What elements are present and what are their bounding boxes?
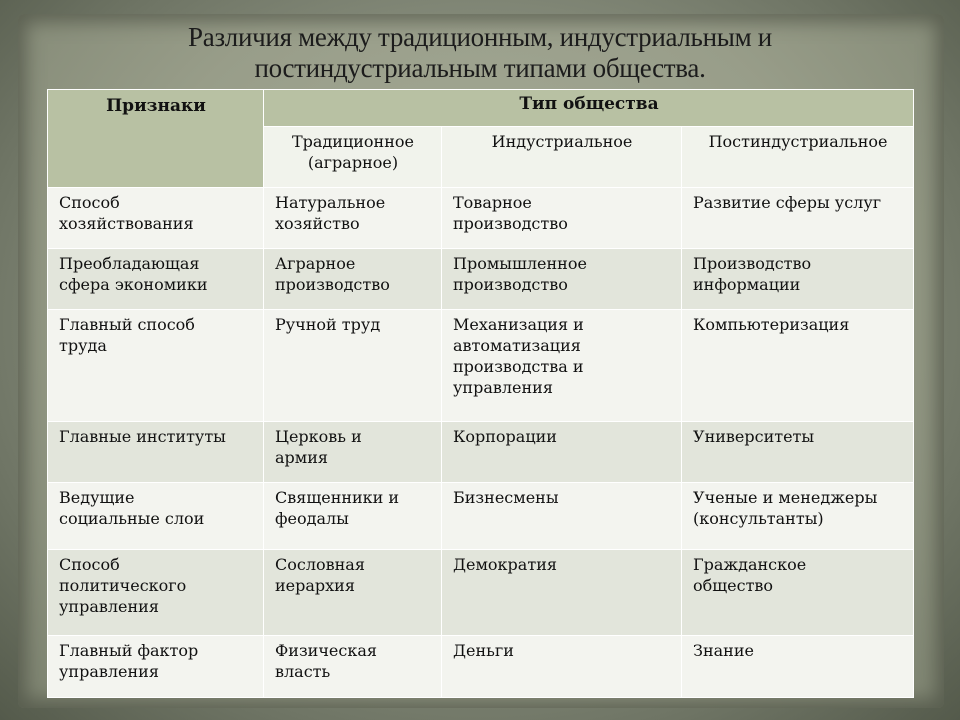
table-cell: Ведущие социальные слои xyxy=(48,483,264,550)
table-cell: Деньги xyxy=(442,636,682,698)
table-row xyxy=(48,636,914,698)
table-cell: Способ хозяйствования xyxy=(48,188,264,249)
table-cell: Церковь и армия xyxy=(264,422,442,483)
table-cell: Ученые и менеджеры (консультанты) xyxy=(682,483,914,550)
table-cell: Механизация и автоматизация производства и управления xyxy=(442,310,682,422)
table-cell: Натуральное хозяйство xyxy=(264,188,442,249)
table-row xyxy=(48,188,914,249)
table-cell: Развитие сферы услуг xyxy=(682,188,914,249)
subheader-industrial: Индустриальное xyxy=(442,127,682,188)
title-line-2: постиндустриальным типами общества. xyxy=(254,53,706,83)
table-row xyxy=(48,550,914,636)
slide-title xyxy=(0,22,960,84)
subheader-traditional: Традиционное (аграрное) xyxy=(264,127,442,188)
table-cell: Компьютеризация xyxy=(682,310,914,422)
table-row xyxy=(48,483,914,550)
table-cell: Ручной труд xyxy=(264,310,442,422)
table-cell: Производство информации xyxy=(682,249,914,310)
header-signs: Признаки xyxy=(48,90,264,188)
table-cell: Товарное производство xyxy=(442,188,682,249)
table-row xyxy=(48,249,914,310)
table-cell: Бизнесмены xyxy=(442,483,682,550)
table-cell: Главный способ труда xyxy=(48,310,264,422)
table-cell: Главный фактор управления xyxy=(48,636,264,698)
table-cell: Преобладающая сфера экономики xyxy=(48,249,264,310)
header-society-type: Тип общества xyxy=(264,90,914,127)
table-cell: Священники и феодалы xyxy=(264,483,442,550)
table-row xyxy=(48,310,914,422)
table-cell: Способ политического управления xyxy=(48,550,264,636)
table-cell: Демократия xyxy=(442,550,682,636)
table-cell: Знание xyxy=(682,636,914,698)
table-cell: Аграрное производство xyxy=(264,249,442,310)
comparison-table xyxy=(47,89,914,698)
table-cell: Главные институты xyxy=(48,422,264,483)
table-cell: Сословная иерархия xyxy=(264,550,442,636)
subheader-postindustrial: Постиндустриальное xyxy=(682,127,914,188)
table-cell: Университеты xyxy=(682,422,914,483)
table-cell: Промышленное производство xyxy=(442,249,682,310)
title-line-1: Различия между традиционным, индустриальным и xyxy=(188,22,772,52)
header-row xyxy=(48,90,914,127)
table-row xyxy=(48,422,914,483)
table-cell: Физическая власть xyxy=(264,636,442,698)
table-cell: Корпорации xyxy=(442,422,682,483)
table-cell: Гражданское общество xyxy=(682,550,914,636)
